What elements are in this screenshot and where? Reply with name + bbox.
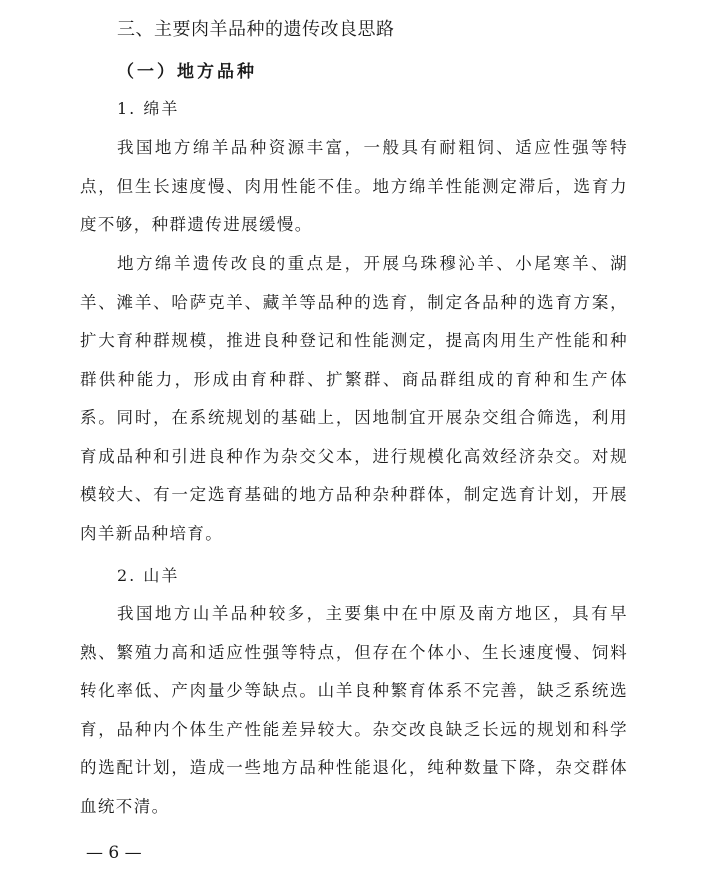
- paragraph-sheep-overview: 我国地方绵羊品种资源丰富，一般具有耐粗饲、适应性强等特点，但生长速度慢、肉用性能不佳。地方绵羊性能测定滞后，选育力度不够，种群遗传进展缓慢。: [80, 138, 628, 234]
- page-number: — 6 —: [86, 843, 142, 863]
- subsection-title: （一）地方品种: [117, 62, 257, 82]
- item-title-goat: 2. 山羊: [117, 566, 180, 585]
- section-title: 三、主要肉羊品种的遗传改良思路: [117, 19, 395, 40]
- paragraph-goat-overview: 我国地方山羊品种较多，主要集中在中原及南方地区，具有早熟、繁殖力高和适应性强等特点，但存在个体小、生长速度慢、饲料转化率低、产肉量少等缺点。山羊良种繁育体系不完善，缺乏系统选育，品种内个体生产性能差异较大。杂交改良缺乏长远的规划和科学的选配计划，造成一些地方品种性能退化，纯种数量下降，杂交群体血统不清。: [80, 604, 628, 816]
- item-title-sheep: 1. 绵羊: [117, 99, 180, 118]
- paragraph-sheep-improvement: 地方绵羊遗传改良的重点是，开展乌珠穆沁羊、小尾寒羊、湖羊、滩羊、哈萨克羊、藏羊等品种的选育，制定各品种的选育方案，扩大育种群规模，推进良种登记和性能测定，提高肉用生产性能和种群供种能力，形成由育种群、扩繁群、商品群组成的育种和生产体系。同时，在系统规划的基础上，因地制宜开展杂交组合筛选，利用育成品种和引进良种作为杂交父本，进行规模化高效经济杂交。对规模较大、有一定选育基础的地方品种杂种群体，制定选育计划，开展肉羊新品种培育。: [80, 254, 628, 543]
